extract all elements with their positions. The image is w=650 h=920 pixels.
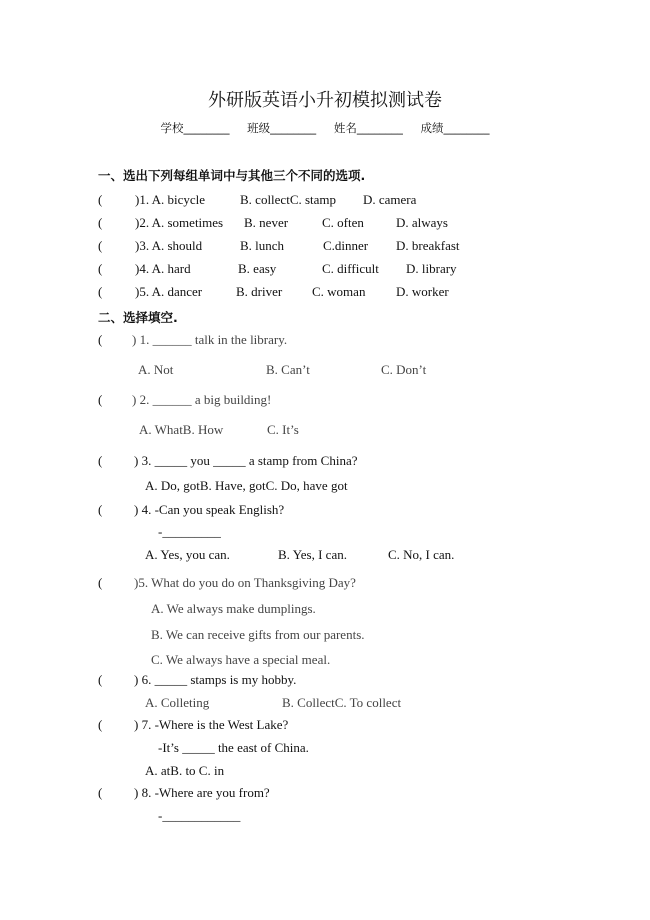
s2-q7-stem: ) 7. -Where is the West Lake? [134,717,289,732]
s2-q3-options: A. Do, gotB. Have, gotC. Do, have got [145,478,348,493]
s1-q4-option-a: )4. A. hard [135,261,191,276]
name-field: 姓名________ [333,121,403,135]
answer-paren: ( [98,192,103,207]
answer-paren: ( [98,284,103,299]
answer-paren: ( [98,785,103,800]
s1-q1-option-a: )1. A. bicycle [135,192,206,207]
s1-q5-option-a: )5. A. dancer [135,284,203,299]
s2-q4-stem: ) 4. -Can you speak English? [134,502,285,517]
s1-q1-option-d: D. camera [363,192,417,207]
s1-q4-option-b: B. easy [238,261,277,276]
s1-q2-option-a: )2. A. sometimes [135,215,224,230]
answer-paren: ( [98,672,103,687]
student-info-row [0,120,650,136]
s2-q5-option-b: B. We can receive gifts from our parents. [151,627,365,642]
section2-heading: 二、选择填空. [98,310,178,325]
s2-q3-stem: ) 3. _____ you _____ a stamp from China? [134,453,358,468]
s1-q3-option-a: )3. A. should [135,238,203,253]
answer-paren: ( [98,215,103,230]
s1-q5-option-c: C. woman [312,284,366,299]
class-field: 班级________ [247,121,317,135]
s2-q4-reply: -_________ [158,524,221,539]
s2-q1-option-b: B. Can’t [266,362,310,377]
section1-heading: 一、选出下列每组单词中与其他三个不同的选项. [98,168,366,183]
s1-q5-option-d: D. worker [396,284,449,299]
s1-q2-option-d: D. always [396,215,448,230]
answer-paren: ( [98,238,103,253]
s1-q5-option-b: B. driver [236,284,283,299]
s1-q2-option-c: C. often [322,215,364,230]
s1-q3-option-d: D. breakfast [396,238,460,253]
s2-q5-option-c: C. We always have a special meal. [151,652,331,667]
s2-q5-option-a: A. We always make dumplings. [151,601,316,616]
answer-paren: ( [98,717,103,732]
s1-q4-option-d: D. library [406,261,457,276]
s2-q8-stem: ) 8. -Where are you from? [134,785,270,800]
s2-q4-option-b: B. Yes, I can. [278,547,347,562]
answer-paren: ( [98,332,103,347]
s1-q3-option-b: B. lunch [240,238,285,253]
s2-q6-option-a: A. Colleting [145,695,210,710]
answer-paren: ( [98,261,103,276]
s2-q1-stem: ) 1. ______ talk in the library. [132,332,288,347]
s2-q5-stem: )5. What do you do on Thanksgiving Day? [134,575,356,590]
s2-q2-option-ab: A. WhatB. How [139,422,224,437]
s1-q2-option-b: B. never [244,215,289,230]
page-title: 外研版英语小升初模拟测试卷 [208,90,442,111]
s1-q1-option-bc: B. collectC. stamp [240,192,337,207]
s2-q6-stem: ) 6. _____ stamps is my hobby. [134,672,297,687]
s2-q2-stem: ) 2. ______ a big building! [132,392,272,407]
s1-q3-option-c: C.dinner [323,238,369,253]
school-field: 学校________ [160,121,230,135]
s2-q7-options: A. atB. to C. in [145,763,225,778]
s2-q8-reply: -____________ [158,808,241,823]
answer-paren: ( [98,392,103,407]
answer-paren: ( [98,575,103,590]
s2-q1-option-a: A. Not [138,362,174,377]
s2-q2-option-c: C. It’s [267,422,299,437]
s1-q4-option-c: C. difficult [322,261,379,276]
s2-q7-reply: -It’s _____ the east of China. [158,740,309,755]
answer-paren: ( [98,502,103,517]
s2-q4-option-c: C. No, I can. [388,547,455,562]
s2-q6-option-bc: B. CollectC. To collect [282,695,402,710]
score-field: 成绩________ [420,121,490,135]
s2-q4-option-a: A. Yes, you can. [145,547,230,562]
answer-paren: ( [98,453,103,468]
s2-q1-option-c: C. Don’t [381,362,427,377]
